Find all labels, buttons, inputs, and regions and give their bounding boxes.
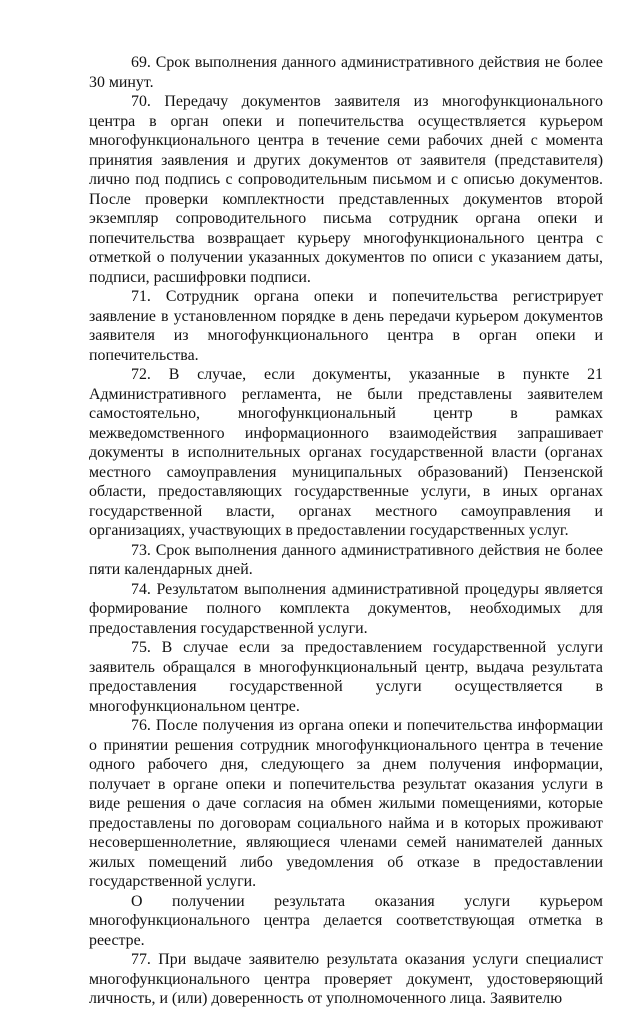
paragraph-71: 71. Сотрудник органа опеки и попечительства регистрирует заявление в установленном порядке в день передачи курьером документов заявителя из многофункционального центра в орган опеки и попечительства.	[89, 288, 603, 364]
paragraph-75: 75. В случае если за предоставлением государственной услуги заявитель обращался в многофункциональный центр, выдача результата предоставления государственной услуги осуществляется в многофункциональном центре.	[89, 639, 603, 715]
paragraph-77: 77. При выдаче заявителю результата оказания услуги специалист многофункционального центра проверяет документ, удостоверяющий личность, и (или) доверенность от уполномоченного лица. Заявителю	[89, 951, 603, 1007]
paragraph-70: 70. Передачу документов заявителя из многофункционального центра в орган опеки и попечительства осуществляется курьером многофункционального центра в течение семи рабочих дней с момента принятия заявления и других документов от заявителя (представителя) лично под подпись с сопроводительным письмом и с описью документов. После проверки комплектности представленных документов второй экземпляр сопроводительного письма сотрудник органа опеки и попечительства возвращает курьеру многофункционального центра с отметкой о получении указанных документов по описи с указанием даты, подписи, расшифровки подписи.	[89, 93, 603, 286]
paragraph-76: 76. После получения из органа опеки и попечительства информации о принятии решения сотрудник многофункционального центра в течение одного рабочего дня, следующего за днем получения информации, получает в органе опеки и попечительства результат оказания услуги в виде решения о даче согласия на обмен жилыми помещениями, которые предоставлены по договорам социального найма и в которых проживают несовершеннолетние, являющиеся членами семей нанимателей данных жилых помещений либо уведомления об отказе в предоставлении государственной услуги.	[89, 717, 603, 890]
paragraph-76-note: О получении результата оказания услуги курьером многофункционального центра делается соответствующая отметка в реестре.	[89, 892, 603, 949]
paragraph-73: 73. Срок выполнения данного административного действия не более пяти календарных дней.	[89, 541, 603, 578]
paragraph-74: 74. Результатом выполнения административной процедуры является формирование полного комплекта документов, необходимых для предоставления государственной услуги.	[89, 580, 603, 637]
paragraph-72: 72. В случае, если документы, указанные в пункте 21 Административного регламента, не были представлены заявителем самостоятельно, многофункциональный центр в рамках межведомственного информационного взаимодействия запрашивает документы в исполнительных органах государственной власти (органах местного самоуправления муниципальных образований) Пензенской области, предоставляющих государственные услуги, в иных органах государственной власти, органах местного самоуправления и организациях, участвующих в предоставлении государственных услуг.	[89, 366, 603, 539]
document-page	[89, 53, 603, 1009]
paragraph-69: 69. Срок выполнения данного административного действия не более 30 минут.	[89, 54, 603, 91]
